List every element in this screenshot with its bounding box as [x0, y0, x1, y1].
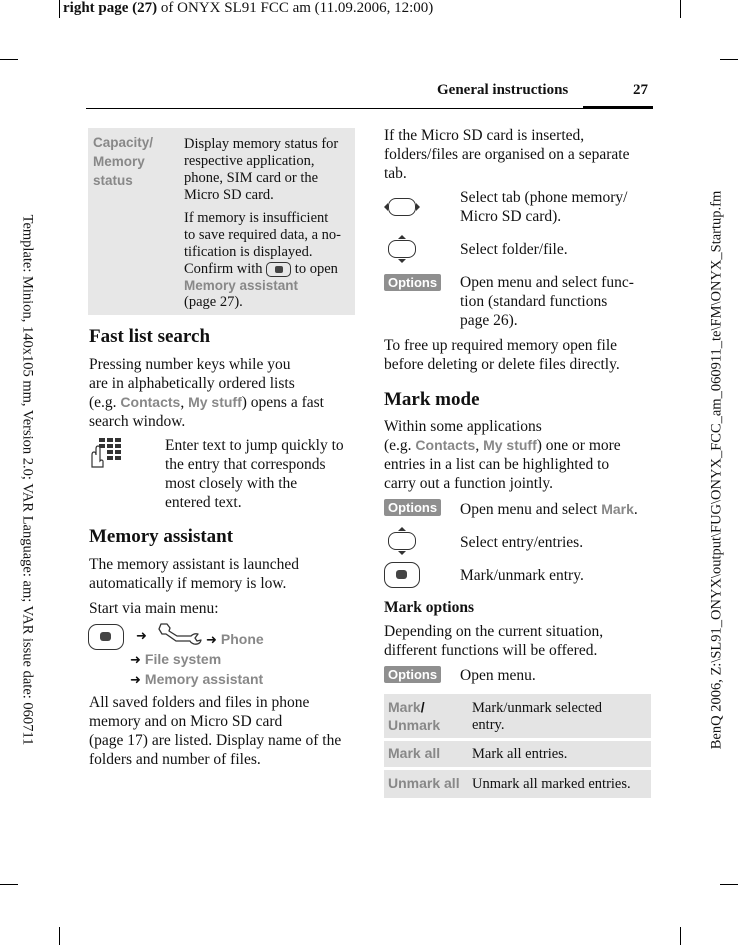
center-key-icon [88, 624, 124, 650]
table-row: Mark all Mark all entries. [384, 741, 651, 767]
table-row: Mark/ Unmark Mark/unmark selected entry. [384, 694, 651, 738]
options-softkey: Options [384, 666, 441, 684]
crop-mark [0, 59, 18, 60]
fast-list-paragraph: Pressing number keys while you are in alphabetically ordered lists (e.g. Contacts, My stuff) opens a fast search window. [89, 356, 324, 430]
crop-mark [0, 884, 18, 885]
crop-mark [680, 0, 681, 18]
keypad-icon [88, 437, 122, 471]
section-title-mark-mode: Mark mode [384, 389, 480, 410]
step-open-menu: Open menu and select func- tion (standard functions page 26). [460, 274, 634, 329]
arrow-icon: ➜ [130, 653, 141, 668]
navigation-key-up-down-icon [384, 235, 420, 263]
options-softkey: Options [384, 499, 441, 517]
step-select-mark: Open menu and select Mark. [460, 501, 638, 518]
section-title-fast-list-search: Fast list search [89, 326, 211, 347]
section-title-mark-options: Mark options [384, 599, 474, 616]
header-rule [86, 108, 653, 109]
crop-mark [59, 0, 60, 18]
mark-mode-paragraph: Within some applications (e.g. Contacts, My stuff) one or more entries in a list can be highlighted to carry out a function jointly. [384, 418, 621, 492]
nav-path: ➜ Phone ➜ File system ➜ Memory assistant [130, 631, 264, 688]
step-select-tab: Select tab (phone memory/ Micro SD card). [460, 189, 628, 225]
info-box-text: Display memory status for respective application, phone, SIM card or the Micro SD card. If memory is insufficient to save required data, a no- tification is displayed. Confirm with to open Memory assistant (page 27). [184, 136, 342, 310]
mark-options-paragraph: Depending on the current situation, different functions will be offered. [384, 623, 604, 659]
crop-mark [680, 927, 681, 945]
page-number: 27 [633, 82, 648, 98]
arrow-icon: ➜ [130, 673, 141, 688]
navigation-key-left-right-icon [384, 194, 420, 220]
memory-assistant-description: All saved folders and files in phone memory and on Micro SD card (page 17) are listed. Display name of the folders and number of files. [89, 694, 342, 768]
options-softkey: Options [384, 274, 441, 292]
header-rule-accent [583, 106, 653, 109]
step-select-folder: Select folder/file. [460, 241, 568, 258]
free-up-paragraph: To free up required memory open file before deleting or delete files directly. [384, 337, 620, 373]
table-row: Unmark all Unmark all marked entries. [384, 770, 651, 798]
center-key-icon [266, 262, 291, 277]
running-head: General instructions [437, 82, 569, 98]
section-title-memory-assistant: Memory assistant [89, 526, 234, 547]
crop-mark [720, 59, 738, 60]
navigation-key-up-down-icon [384, 527, 420, 555]
crop-mark [720, 884, 738, 885]
center-key-icon [384, 562, 420, 588]
memory-assistant-paragraph: The memory assistant is launched automatically if memory is low. Start via main menu: [89, 556, 300, 617]
keypad-instruction: Enter text to jump quickly to the entry that corresponds most closely with the entered text. [165, 437, 344, 511]
info-box-label: Capacity/ Memory status [93, 135, 154, 188]
crop-mark [59, 927, 60, 945]
arrow-icon: ➜ [206, 633, 217, 648]
print-header: right page (27) of ONYX SL91 FCC am (11.09.2006, 12:00) [63, 0, 434, 16]
step-open-menu-options: Open menu. [460, 667, 536, 684]
step-select-entries: Select entry/entries. [460, 534, 584, 551]
micro-sd-intro: If the Micro SD card is inserted, folders/files are organised on a separate tab. [384, 127, 630, 182]
step-mark-unmark: Mark/unmark entry. [460, 567, 584, 584]
arrow-icon: ➜ [136, 629, 147, 644]
